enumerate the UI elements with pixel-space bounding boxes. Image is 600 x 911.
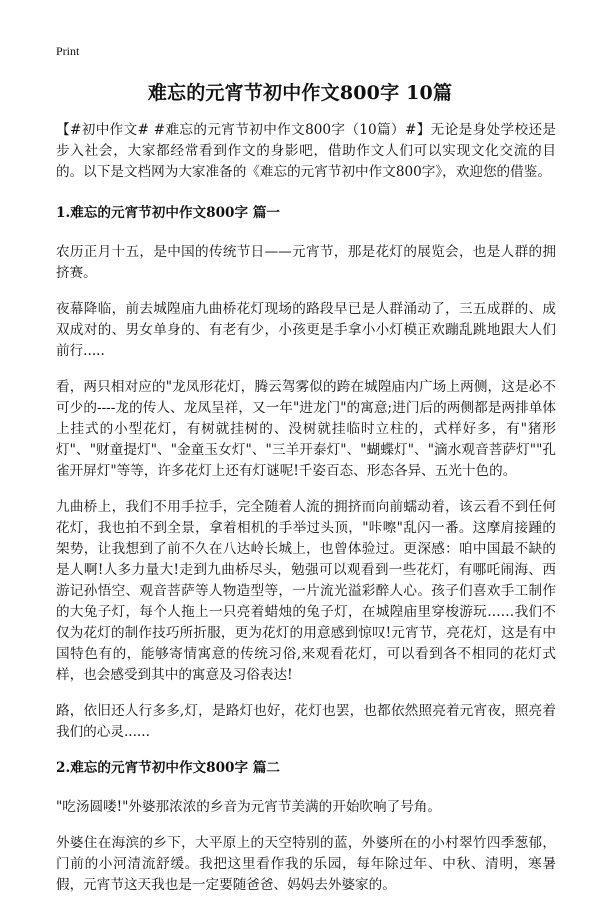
paragraph: 农历正月十五，是中国的传统节日——元宵节，那是花灯的展览会，也是人群的拥挤赛。	[56, 244, 556, 281]
print-link[interactable]: Print	[56, 44, 80, 58]
paragraph: 外婆住在海滨的乡下，大平原上的天空特别的蓝，外婆所在的小村翠竹四季葱郁，门前的小河清流舒缓。我把这里看作我的乐园，每年除过年、中秋、清明，寒暑假，元宵节这天我也是一定要随爸爸、妈妈去外婆家的。	[56, 835, 556, 893]
section-heading-1: 1.难忘的元宵节初中作文800字 篇一	[56, 205, 281, 221]
article-body	[56, 120, 556, 911]
section-heading-2: 2.难忘的元宵节初中作文800字 篇二	[56, 760, 281, 776]
paragraph: "吃汤圆喽!"外婆那浓浓的乡音为元宵节美满的开始吹响了号角。	[56, 799, 441, 815]
paragraph: 路，依旧还人行多多,灯，是路灯也好，花灯也罢，也都依然照亮着元宵夜，照亮着我们的心灵......	[56, 703, 556, 740]
intro-paragraph: 【#初中作文# #难忘的元宵节初中作文800字（10篇）#】无论是身处学校还是步入社会，大家都经常看到作文的身影吧，借助作文人们可以实现文化交流的目的。以下是文档网为大家准备的《难忘的元宵节初中作文800字》，欢迎您的借鉴。	[56, 122, 556, 180]
paragraph: 看，两只相对应的"龙凤形花灯，腾云驾雾似的跨在城隍庙内广场上两侧，这是必不可少的----龙的传人、龙凤呈祥，又一年"进龙门"的寓意;进门后的两侧都是两排单体上挂式的小型花灯，有树就挂树的、没树就挂临时立柱的，式样好多，有"猪形灯"、"财童提灯"、"金童玉女灯"、"三羊开泰灯"、"蝴蝶灯"、"滴水观音菩萨灯""孔雀开屏灯"等等，许多花灯上还有灯谜呢!千姿百态、形态各异、五光十色的。	[56, 379, 556, 479]
page-title: 难忘的元宵节初中作文800字 10篇	[147, 82, 453, 104]
paragraph: 九曲桥上，我们不用手拉手，完全随着人流的拥挤而向前蠕动着，该云看不到任何花灯，我也拍不到全景，拿着相机的手举过头顶，"咔嚓"乱闪一番。这摩肩接踵的架势，让我想到了前不久在八达岭长城上，也曾体验过。更深感：咱中国最不缺的是人啊!人多力量大!走到九曲桥尽头，勉强可以观看到一些花灯，有哪吒闹海、西游记孙悟空、观音菩萨等人物造型等，一片流光溢彩醉人心。孩子们喜欢手工制作的大兔子灯，每个人拖上一只亮着蜡烛的兔子灯，在城隍庙里穿梭游玩……我们不仅为花灯的制作技巧所折服，更为花灯的用意感到惊叹!元宵节，亮花灯，这是有中国特色有的，能够寄情寓意的传统习俗,来观看花灯，可以看到各不相同的花灯式样，也会感受到其中的寓意及习俗表达!	[56, 499, 556, 683]
paragraph: 夜幕降临，前去城隍庙九曲桥花灯现场的路段早已是人群涌动了，三五成群的、成双成对的、男女单身的、有老有少，小孩更是手拿小小灯模正欢蹦乱跳地跟大人们前行.....	[56, 301, 556, 359]
